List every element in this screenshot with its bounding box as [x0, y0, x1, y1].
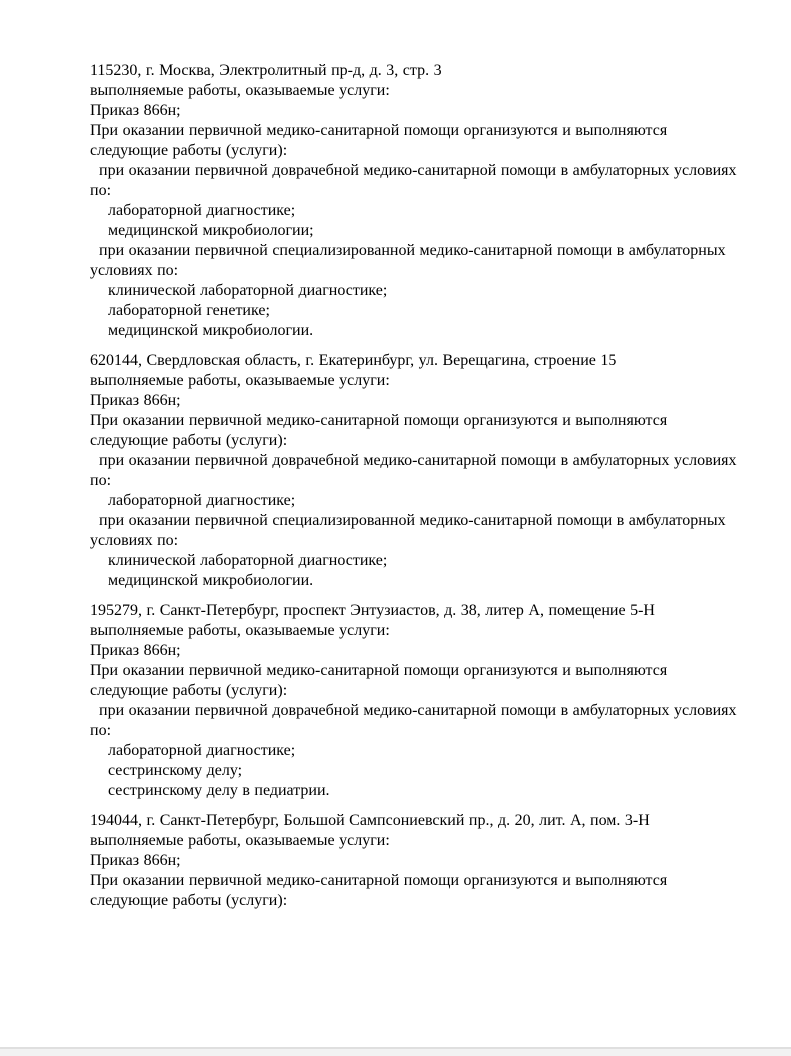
- service-line: лабораторной диагностике;: [90, 492, 296, 509]
- address-block-spb-sampsonievsky: [90, 811, 740, 911]
- address-block-spb-entuziastov: [90, 601, 740, 801]
- service-line: При оказании первичной медико-санитарной помощи организуются и выполняются следующие работы (услуги):: [90, 872, 672, 909]
- license-document: [90, 61, 740, 911]
- horizontal-scrollbar-track[interactable]: [0, 1047, 791, 1056]
- address-line: 194044, г. Санкт-Петербург, Большой Сампсониевский пр., д. 20, лит. А, пом. 3-Н: [90, 812, 650, 829]
- order-reference: Приказ 866н;: [90, 102, 181, 119]
- address-line: 115230, г. Москва, Электролитный пр-д, д. 3, стр. 3: [90, 62, 442, 79]
- service-line: При оказании первичной медико-санитарной помощи организуются и выполняются следующие работы (услуги):: [90, 662, 672, 699]
- service-line: При оказании первичной медико-санитарной помощи организуются и выполняются следующие работы (услуги):: [90, 122, 672, 159]
- service-line: сестринскому делу в педиатрии.: [90, 782, 330, 799]
- service-line: при оказании первичной доврачебной медико-санитарной помощи в амбулаторных условиях по:: [90, 702, 742, 739]
- service-line: медицинской микробиологии.: [90, 572, 314, 589]
- works-services-label: выполняемые работы, оказываемые услуги:: [90, 82, 390, 99]
- service-line: лабораторной диагностике;: [90, 742, 296, 759]
- address-block-ekaterinburg: [90, 351, 740, 591]
- service-line: при оказании первичной доврачебной медико-санитарной помощи в амбулаторных условиях по:: [90, 452, 742, 489]
- service-line: при оказании первичной доврачебной медико-санитарной помощи в амбулаторных условиях по:: [90, 162, 742, 199]
- works-services-label: выполняемые работы, оказываемые услуги:: [90, 622, 390, 639]
- address-line: 620144, Свердловская область, г. Екатеринбург, ул. Верещагина, строение 15: [90, 352, 617, 369]
- service-line: лабораторной диагностике;: [90, 202, 296, 219]
- works-services-label: выполняемые работы, оказываемые услуги:: [90, 832, 390, 849]
- service-line: медицинской микробиологии.: [90, 322, 314, 339]
- service-line: лабораторной генетике;: [90, 302, 270, 319]
- service-line: При оказании первичной медико-санитарной помощи организуются и выполняются следующие работы (услуги):: [90, 412, 672, 449]
- order-reference: Приказ 866н;: [90, 392, 181, 409]
- service-line: сестринскому делу;: [90, 762, 243, 779]
- address-block-moscow: [90, 61, 740, 341]
- service-line: клинической лабораторной диагностике;: [90, 552, 388, 569]
- service-line: медицинской микробиологии;: [90, 222, 314, 239]
- service-line: при оказании первичной специализированной медико-санитарной помощи в амбулаторных условиях по:: [90, 512, 731, 549]
- service-line: при оказании первичной специализированной медико-санитарной помощи в амбулаторных условиях по:: [90, 242, 731, 279]
- order-reference: Приказ 866н;: [90, 852, 181, 869]
- works-services-label: выполняемые работы, оказываемые услуги:: [90, 372, 390, 389]
- service-line: клинической лабораторной диагностике;: [90, 282, 388, 299]
- order-reference: Приказ 866н;: [90, 642, 181, 659]
- address-line: 195279, г. Санкт-Петербург, проспект Энтузиастов, д. 38, литер А, помещение 5-Н: [90, 602, 655, 619]
